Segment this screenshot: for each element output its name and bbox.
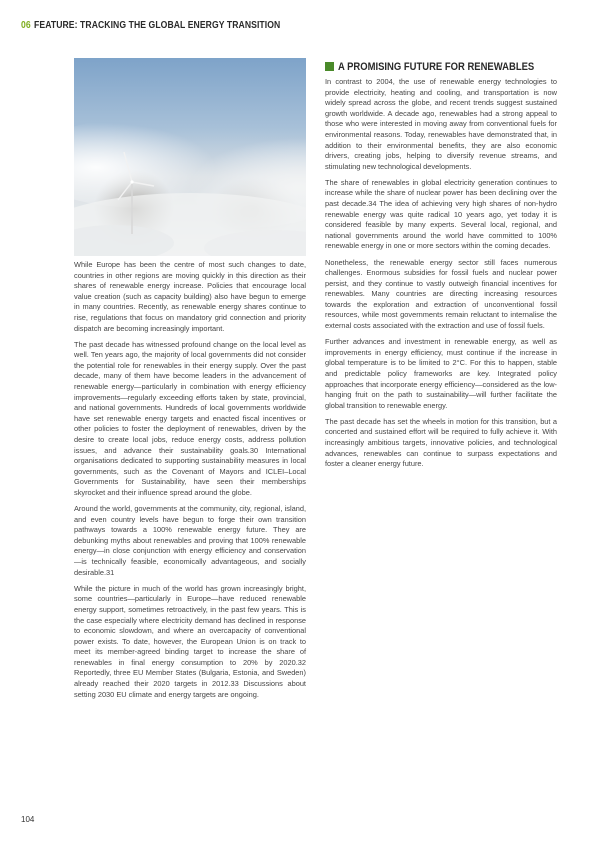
page-number: 104	[21, 815, 35, 824]
body-paragraph: Around the world, governments at the community, city, regional, island, and even country levels have begun to forge their own transition pathways towards a 100% renewable energy future. They are debunking myths about renewables and proving that 100% renewable energy—in close conjunction with energy efficiency and conservation—is technically feasible, economically advantageous, and socially desirable.31	[74, 504, 306, 577]
left-column	[74, 260, 306, 706]
body-paragraph: Further advances and investment in renewable energy, as well as improvements in energy efficiency, must continue if the increase in global temperature is to be limited to 2°C. For this to happen, stable and predictable policy frameworks are key. Integrated policy approaches that incorporate energy efficiency—considered as the low-hanging fruit on the path to sustainability—will further facilitate the global transition to renewable energy.	[325, 337, 557, 410]
body-paragraph: The share of renewables in global electricity generation continues to increase while the share of nuclear power has been declining over the past decade.34 The idea of achieving very high shares of non-hydro renewable energy was quite radical 10 years ago, yet today it is considered feasible by many experts. Several local, regional, and national governments around the world have committed to 100% renewable energy in one or more sectors within the coming decades.	[325, 177, 557, 251]
body-paragraph: In contrast to 2004, the use of renewable energy technologies to provide electricity, heating and cooling, and transportation is now widely spread across the globe, and recent trends suggest sustained growth worldwide. A decade ago, renewables had a strong appeal to those who were interested in moving away from conventional fuels for environmental reasons. Today, renewables have demonstrated that, in addition to their environmental benefits, they are also economic drivers, creating jobs, helping to diversify revenue streams, and stimulating new technological developments.	[325, 77, 557, 171]
heading-square-icon	[325, 62, 334, 71]
body-paragraph: The past decade has witnessed profound change on the local level as well. Ten years ago, the majority of local governments did not consider the potential role for renewables in their energy supply. Over the past decade, many of them have become leaders in the advancement of renewable energy—particularly in combination with energy efficiency improvements—regularly exceeding efforts taken by state, provincial, and national governments. Hundreds of local governments worldwide have set renewable energy targets and enacted fiscal incentives or other policies to foster the deployment of renewables, driven by the desire to create local jobs, reduce energy costs, address pollution issues, and advance their sustainability goals.30 International organisations dedicated to supporting sustainability measures in local governments, such as the Covenant of Mayors and ICLEI–Local Governments for Sustainability, have seen their memberships skyrocket and their influence spread around the globe.	[74, 339, 306, 497]
body-paragraph: While the picture in much of the world has grown increasingly bright, some countries—particularly in Europe—have reduced renewable energy support, sometimes retroactively, in the past few years. This is the case especially where electricity demand has declined in response to economic slowdown, and where an overcapacity of conventional power exists. To date, however, the European Union is on track to meet its member-agreed binding target to increase the share of renewables in final energy consumption to 20% by 2020.32 Reportedly, three EU Member States (Bulgaria, Estonia, and Sweden) already reached their 2020 targets in 2012.33 Discussions about setting 2030 EU climate and energy targets are ongoing.	[74, 583, 306, 699]
chapter-number: 06	[21, 19, 31, 31]
right-column	[325, 60, 557, 475]
running-header	[21, 19, 280, 31]
body-paragraph: The past decade has set the wheels in motion for this transition, but a concerted and sustained effort will be required to fully achieve it. With increasingly ambitious targets, innovative policies, and technological advances, renewables can continue to surpass expectations and foster a cleaner energy future.	[325, 416, 557, 469]
section-heading-text: A PROMISING FUTURE FOR RENEWABLES	[338, 60, 535, 73]
section-heading	[325, 60, 557, 73]
chapter-title: FEATURE: TRACKING THE GLOBAL ENERGY TRANSITION	[34, 19, 281, 31]
body-paragraph: While Europe has been the centre of most such changes to date, countries in other regions are moving quickly in this direction as their shares of renewable energy increase. Policies that encourage local value creation (such as capacity building) also have begun to emerge in many countries. Recently, as renewable energy shares continue to rise, regulations that focus on mandatory grid connection and priority dispatch are becoming increasingly important.	[74, 260, 306, 333]
wind-turbine-photo	[74, 58, 306, 256]
body-paragraph: Nonetheless, the renewable energy sector still faces numerous challenges. Enormous subsidies for fossil fuels and nuclear power persist, and they continue to vastly outweigh financial incentives for renewables. Many countries are directing increasing resources towards the exploration and extraction of unconventional fossil resources, while most governments remain reluctant to internalise the external costs associated with the extraction and use of fossil fuels.	[325, 257, 557, 331]
